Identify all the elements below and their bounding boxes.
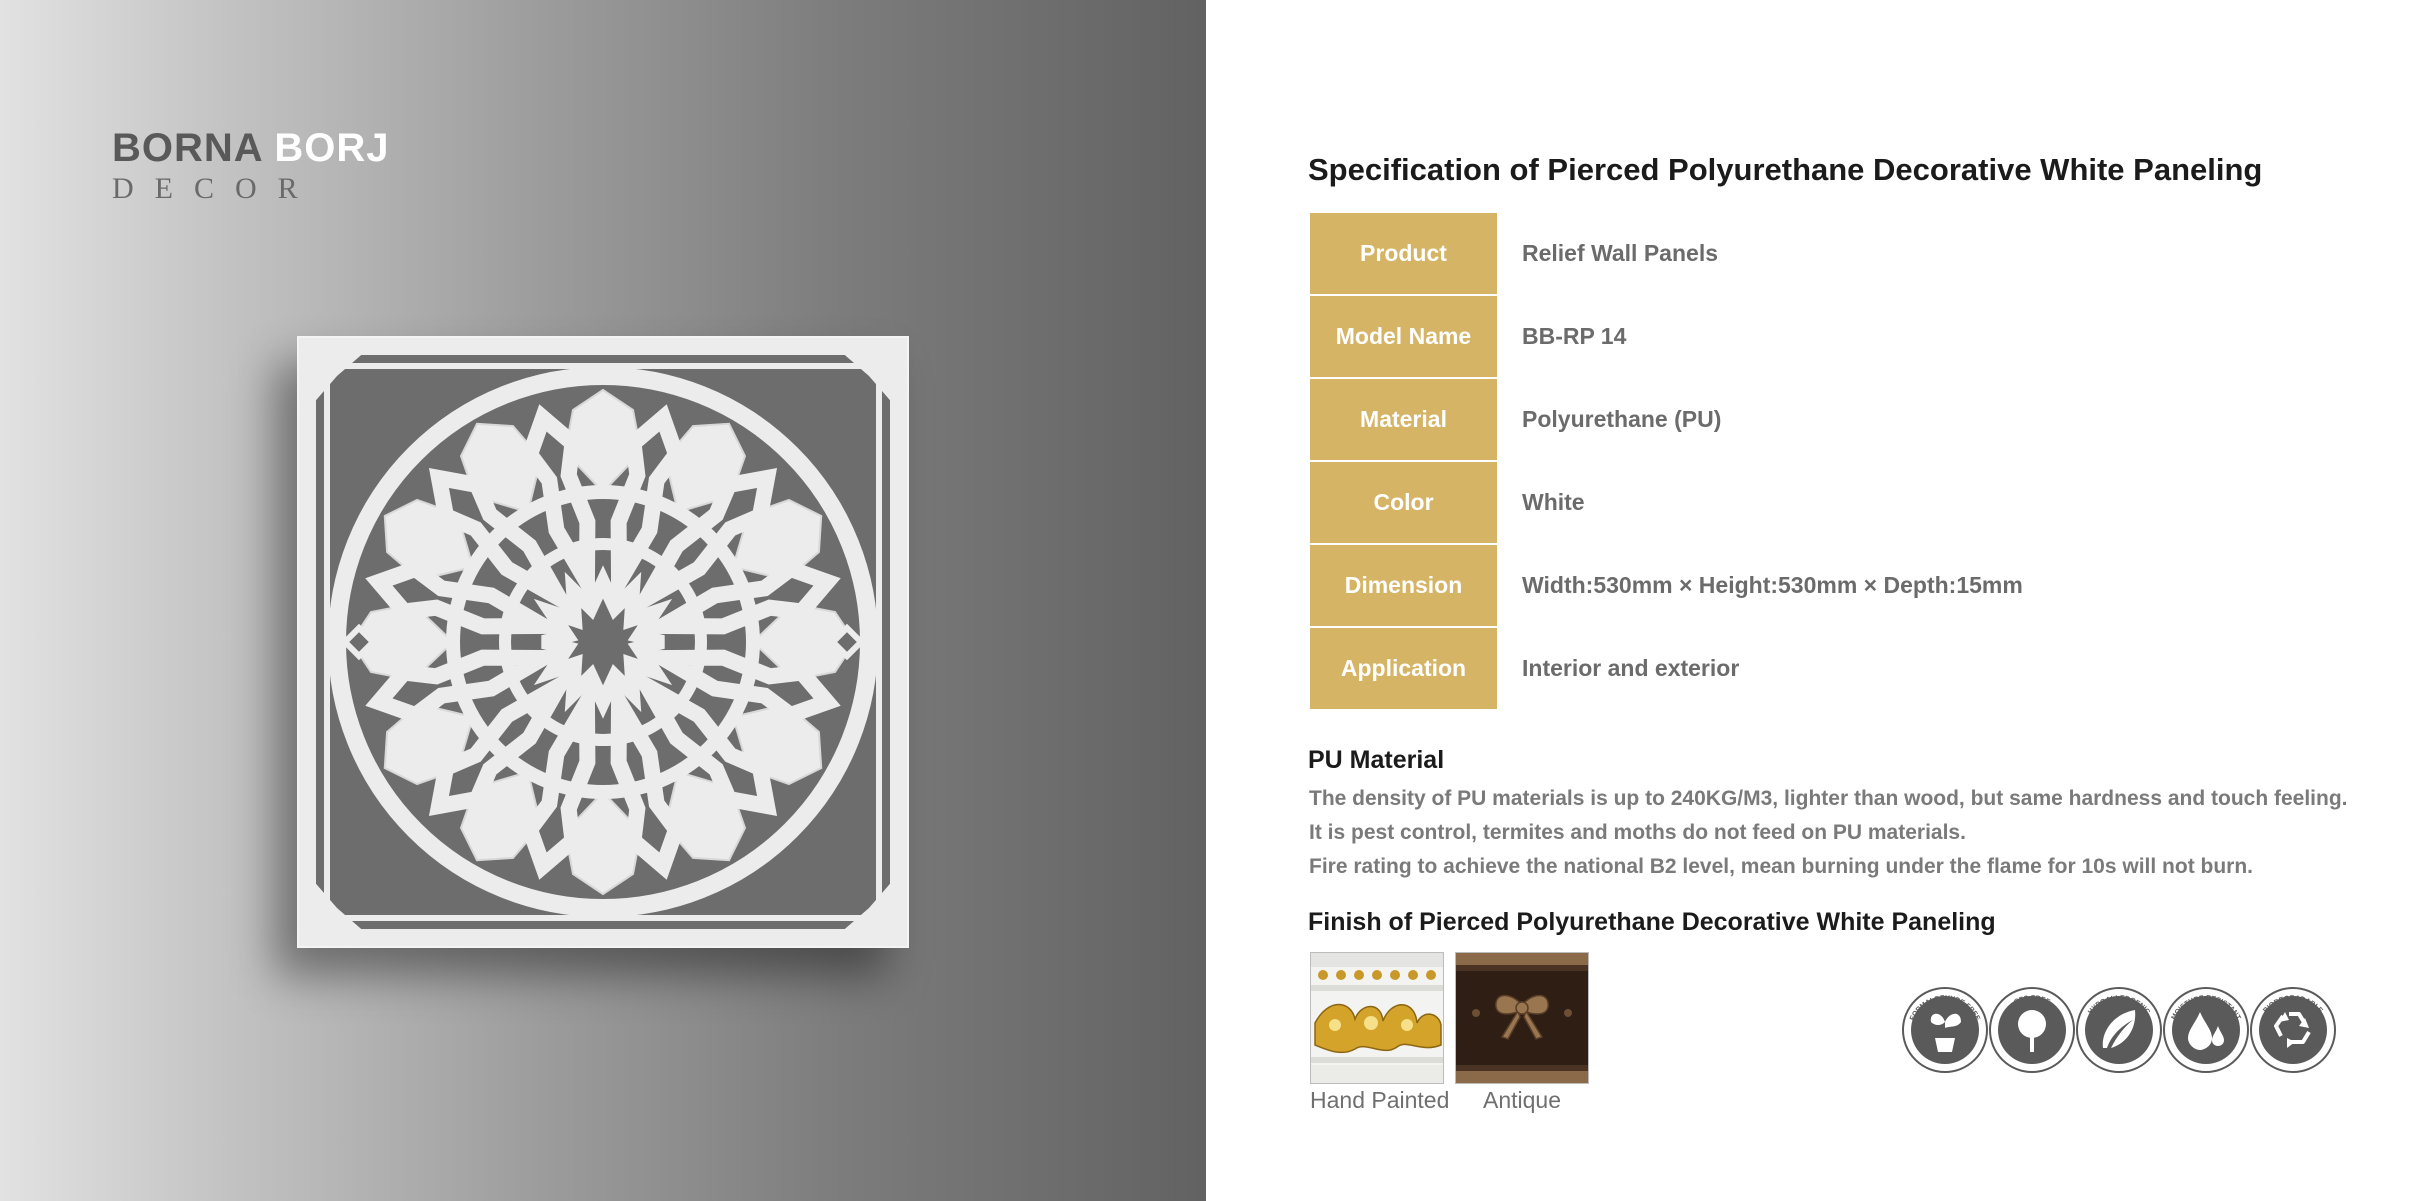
brand-name-part1: BORNA: [112, 126, 263, 170]
biodegradable-badge: [2251, 988, 2335, 1072]
cfc-free-badge: [1990, 988, 2074, 1072]
certification-badges: [1900, 985, 2340, 1075]
spec-row-material: [1310, 379, 2310, 462]
spec-value: Interior and exterior: [1522, 655, 1740, 681]
brand-name-part2: BORJ: [274, 126, 390, 170]
spec-value: Width:530mm × Height:530mm × Depth:15mm: [1522, 572, 2023, 598]
product-image-panel: [0, 0, 1206, 1201]
hypoallergenic-badge: [2077, 988, 2161, 1072]
brand-tagline: DECOR: [112, 172, 319, 205]
spec-row-model-name: [1310, 296, 2310, 379]
spec-row-dimension: [1310, 545, 2310, 628]
spec-value: Polyurethane (PU): [1522, 406, 1722, 432]
spec-row-color: [1310, 462, 2310, 545]
pu-line: Fire rating to achieve the national B2 level, mean burning under the flame for 10s will not burn.: [1309, 855, 2254, 878]
badge-label: FORMALDEHYDE FREE: [1909, 994, 1981, 1022]
spec-value: Relief Wall Panels: [1522, 240, 1718, 266]
spec-value: White: [1522, 489, 1585, 515]
page-title: Specification of Pierced Polyurethane Decorative White Paneling: [1308, 152, 2263, 187]
spec-label: Material: [1310, 379, 1497, 462]
spec-label: Model Name: [1310, 296, 1497, 379]
pierced-panel-image: [297, 336, 909, 948]
spec-table: [1310, 213, 2310, 711]
badge-label: BIODEGRADABLE: [2262, 994, 2324, 1015]
spec-row-application: [1310, 628, 2310, 711]
spec-label: Product: [1310, 213, 1497, 296]
finish-option-antique: [1455, 952, 1589, 1114]
pu-line: It is pest control, termites and moths do not feed on PU materials.: [1309, 821, 1966, 844]
badge-label: CFC FREE: [2013, 994, 2051, 1007]
finish-option-label: Hand Painted: [1310, 1087, 1450, 1113]
moisture-resistant-badge: [2164, 988, 2248, 1072]
brand-logo: [112, 126, 390, 206]
finish-heading: Finish of Pierced Polyurethane Decorative White Paneling: [1308, 908, 1996, 936]
pu-material-description: [1309, 782, 2409, 884]
finish-option-hand-painted: [1310, 952, 1450, 1114]
badge-label: MOISTURE RESISTANT: [2170, 994, 2242, 1022]
pu-material-heading: PU Material: [1308, 746, 1445, 774]
finish-option-label: Antique: [1482, 1087, 1561, 1113]
pu-line: The density of PU materials is up to 240KG/M3, lighter than wood, but same hardness and touch feeling.: [1309, 787, 2348, 810]
brand-name: [112, 126, 390, 170]
badge-label: HYPOALLERGENIC: [2087, 994, 2151, 1016]
spec-value: BB-RP 14: [1522, 323, 1627, 349]
spec-label: Dimension: [1310, 545, 1497, 628]
spec-label: Color: [1310, 462, 1497, 545]
hand-painted-swatch-image: [1310, 952, 1444, 1084]
spec-row-product: [1310, 213, 2310, 296]
spec-label: Application: [1310, 628, 1497, 711]
formaldehyde-free-badge: [1903, 988, 1987, 1072]
antique-swatch-image: [1455, 952, 1589, 1084]
